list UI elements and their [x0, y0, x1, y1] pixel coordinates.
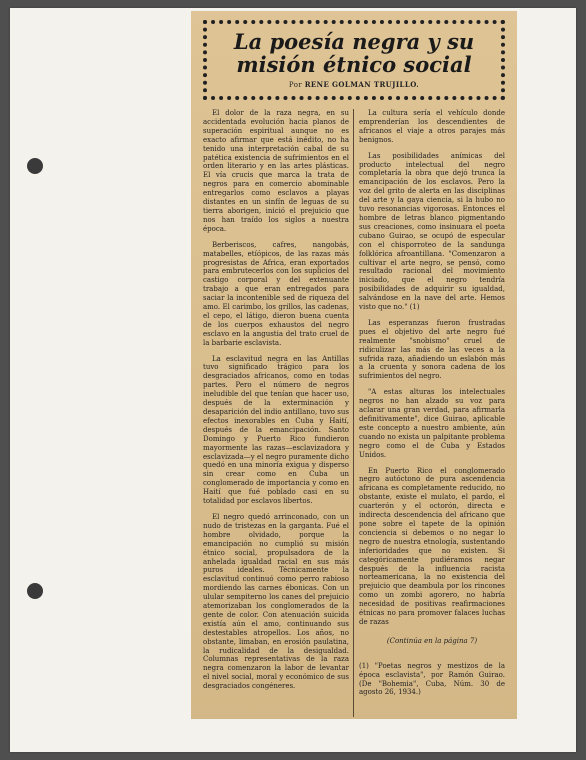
footnote: (1) "Poetas negros y mestizos de la época esclavista", por Ramón Guirao. (De "Bohemia", Cuba, Núm. 30 de agosto 26, 1934.)	[359, 661, 505, 697]
article-title: La poesía negra y su misión étnico social	[233, 29, 475, 77]
continuation-note: (Continúa en la página 7)	[386, 636, 478, 645]
paragraph: Las posibilidades anímicas del producto intelectual del negro completaría la obra que dejó trunca la emancipación de los esclavos. Pero la voz del grito de alerta en las disciplinas del arte y la gaya ciencia, si la hubo no tuvo resonancias vigorosas. Entonces el hombre de letras blanco pigmentando sus creaciones, como insinuara el poeta cubano Guirao, se ocupó de especular con el chisporroteo de la sandunga folklórica afroantillana. "Comenzaron a cultivar el arte negro, se pensó, como resultado racional del movimiento iniciado, que el negro tendría posibilidades de adquirir su igualdad, salvándose en la nave del arte. Hemos visto que no." (1)	[359, 151, 505, 312]
paragraph: Las esperanzas fueron frustradas pues el objetivo del arte negro fué realmente "snobismo" cruel de ridiculizar las más de las veces a la sufrida raza, añadiendo un eslabón más a la cruenta y sonora cadena de los sufrimientos del negro.	[359, 318, 505, 381]
paragraph: El dolor de la raza negra, en su accidentada evolución hacia planos de superación espiritual aunque no es exacto afirmar que está inédito, no ha tenido una interpretación cabal de su patética existencia de sufrimientos en el orden literario y en las artes plásticas. El vía crucis que marca la trata de negros para en comercio abominable entregarlos como esclavos a playas distantes en un sinfín de leguas de su tierra aborigen, inició el prejuicio que nos han traído los siglos a nuestra época.	[203, 109, 349, 233]
newspaper-clipping	[191, 11, 517, 719]
paragraph: En Puerto Rico el conglomerado negro autóctono de pura ascendencia africana es completamente reducido, no obstante, existe el mulato, el pardo, el cuarterón y el octorón, directa e indirecta descendencia del africano que pone sobre el tapete de la opinión conciencia si debemos o no negar lo negro de nuestra etnología, sustentando inferioridades que no existen. Si categóricamente pudiéramos negar después de la influencia racista norteamericana, la no existencia del prejuicio que deambula por los rincones como un zombi agorero, no habría necesidad de positivas reafirmaciones étnicas no para promover falaces luchas de razas	[359, 466, 505, 626]
title-frame	[203, 20, 505, 100]
paragraph: Berberiscos, cafres, nangobás, matabelles, etíópicos, de las razas más progresistas de Africa, eran exportados para embrutecerlos con los suplicios del castigo corporal y del extenuante trabajo a que eran entregados para saciar la incontenible sed de riqueza del amo. El carimbo, los grillos, las cadenas, el cepo, el látigo, dieron buena cuenta de los cuerpos exhaustos del negro esclavo en la angustia del trato cruel de la barbarie esclavista.	[203, 240, 349, 347]
paragraph: La cultura sería el vehículo donde emprenderían los descendientes de africanos el viaje a otros parajes más benignos.	[359, 109, 505, 144]
byline-prefix: Por	[288, 81, 303, 89]
byline	[207, 80, 501, 89]
paragraph: El negro quedó arrinconado, con un nudo de tristezas en la garganta. Fué el hombre olvidado, porque la emancipación no cumplió su misión étnico social, propulsadora de la anhelada igualdad racial en sus más puros ideales. Técnicamente la esclavitud continuó como perro rabioso mordiendo las carnes ébonicas. Con un ulular sempiterno los canes del prejuicio atemorizaban los conglomerados de la gente de color. Con atenuación suicida existía aún el amo, continuando sus destestables atropellos. Los años, no obstante, limaban, en erosión paulatina, la rudicalidad de la desigualdad. Columnas representativas de la raza negra comenzaron la labor de levantar el nivel social, moral y económico de sus desgraciados congéneres.	[203, 512, 349, 691]
archive-sheet	[10, 8, 576, 752]
binder-hole-bottom	[27, 583, 43, 599]
paragraph: La esclavitud negra en las Antillas tuvo significado trágico para los desgraciados africanos, como en todas partes. Pero el número de negros ineludible del que tenían que hacer uso, después de la exterminación y desaparición del indio antillano, tuvo sus efectos inexorables en Cuba y Haití, después de la emancipación. Santo Domingo y Puerto Rico fundieron mayormente las razas—esclavizadora y esclavizada—y el negro puramente dicho quedó en una minoría exigua y disperso sin crear como en Cuba un conglomerado de importancia y como en Haití que fué poblado casi en su totalidad por esclavos libertos.	[203, 354, 349, 506]
column-divider	[353, 109, 354, 717]
right-column	[359, 109, 505, 704]
left-column	[203, 109, 349, 698]
author-name: RENE GOLMAN TRUJILLO.	[304, 80, 420, 89]
binder-hole-top	[27, 158, 43, 174]
paragraph: "A estas alturas los intelectuales negros no han alzado su voz para aclarar una gran verdad, para afirmarla definitivamente", dice Guirao, aplicable este concepto a nuestro ambiente, aún cuando no exista un palpitante problema negro como el de Cuba y Estados Unidos.	[359, 388, 505, 459]
